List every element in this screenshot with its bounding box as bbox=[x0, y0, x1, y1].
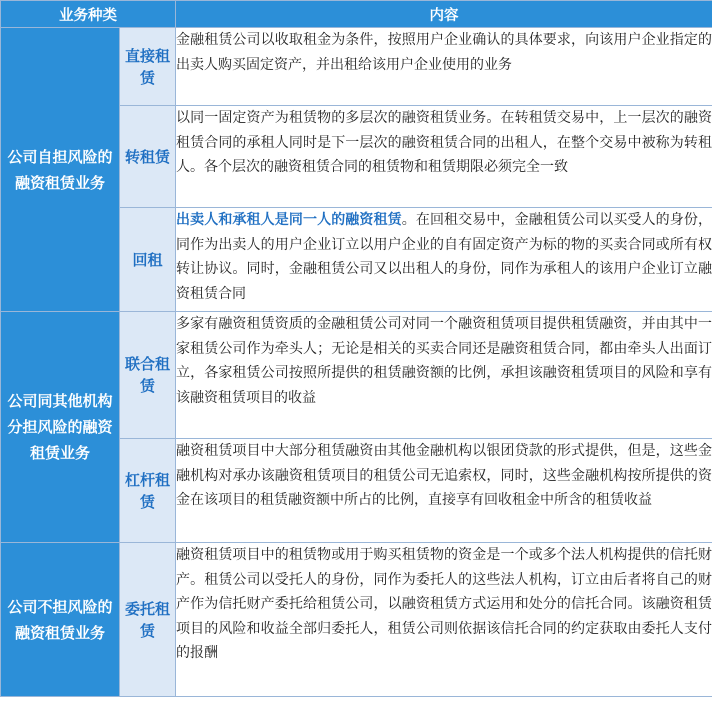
group-label-shared-risk: 公司同其他机构分担风险的融资租赁业务 bbox=[1, 312, 120, 543]
sub-type-leveraged-lease: 杠杆租赁 bbox=[120, 439, 176, 543]
leaseback-highlight: 出卖人和承租人是同一人的融资租赁 bbox=[176, 212, 402, 228]
sub-type-entrusted-lease: 委托租赁 bbox=[120, 543, 176, 697]
sub-type-syndicated-lease: 联合租赁 bbox=[120, 312, 176, 439]
content-leveraged-lease: 融资租赁项目中大部分租赁融资由其他金融机构以银团贷款的形式提供，但是，这些金融机构对承办该融资租赁项目的租赁公司无追索权，同时，这些金融机构按所提供的资金在该项目的租赁融资额中所占的比例，直接享有回收租金中所含的租赁收益 bbox=[176, 439, 712, 543]
header-content: 内容 bbox=[176, 1, 712, 28]
table-header-row bbox=[1, 1, 712, 28]
table-row bbox=[1, 312, 712, 439]
content-syndicated-lease: 多家有融资租赁资质的金融租赁公司对同一个融资租赁项目提供租赁融资，并由其中一家租赁公司作为牵头人；无论是相关的买卖合同还是融资租赁合同，都由牵头人出面订立，各家租赁公司按照所提供的租赁融资额的比例，承担该融资租赁项目的风险和享有该融资租赁项目的收益 bbox=[176, 312, 712, 439]
sub-type-leaseback: 回租 bbox=[120, 208, 176, 312]
content-leaseback bbox=[176, 208, 712, 312]
header-business-type: 业务种类 bbox=[1, 1, 176, 28]
content-sublease: 以同一固定资产为租赁物的多层次的融资租赁业务。在转租赁交易中，上一层次的融资租赁合同的承租人同时是下一层次的融资租赁合同的出租人，在整个交易中被称为转租人。各个层次的融资租赁合同的租赁物和租赁期限必须完全一致 bbox=[176, 106, 712, 208]
group-label-no-risk: 公司不担风险的融资租赁业务 bbox=[1, 543, 120, 697]
content-entrusted-lease: 融资租赁项目中的租赁物或用于购买租赁物的资金是一个或多个法人机构提供的信托财产。租赁公司以受托人的身份，同作为委托人的这些法人机构，订立由后者将自己的财产作为信托财产委托给租赁公司，以融资租赁方式运用和处分的信托合同。该融资租赁项目的风险和收益全部归委托人，租赁公司则依据该信托合同的约定获取由委托人支付的报酬 bbox=[176, 543, 712, 697]
group-label-self-risk: 公司自担风险的融资租赁业务 bbox=[1, 28, 120, 312]
leaseback-text: 。在回租交易中，金融租赁公司以买受人的身份，同作为出卖人的用户企业订立以用户企业的自有固定资产为标的物的买卖合同或所有权转让协议。同时，金融租赁公司又以出租人的身份，同作为承租人的该用户企业订立融资租赁合同 bbox=[176, 212, 712, 302]
sub-type-sublease: 转租赁 bbox=[120, 106, 176, 208]
content-direct-lease: 金融租赁公司以收取租金为条件，按照用户企业确认的具体要求，向该用户企业指定的出卖人购买固定资产，并出租给该用户企业使用的业务 bbox=[176, 28, 712, 106]
table-row bbox=[1, 543, 712, 697]
sub-type-direct-lease: 直接租赁 bbox=[120, 28, 176, 106]
table-row bbox=[1, 28, 712, 106]
